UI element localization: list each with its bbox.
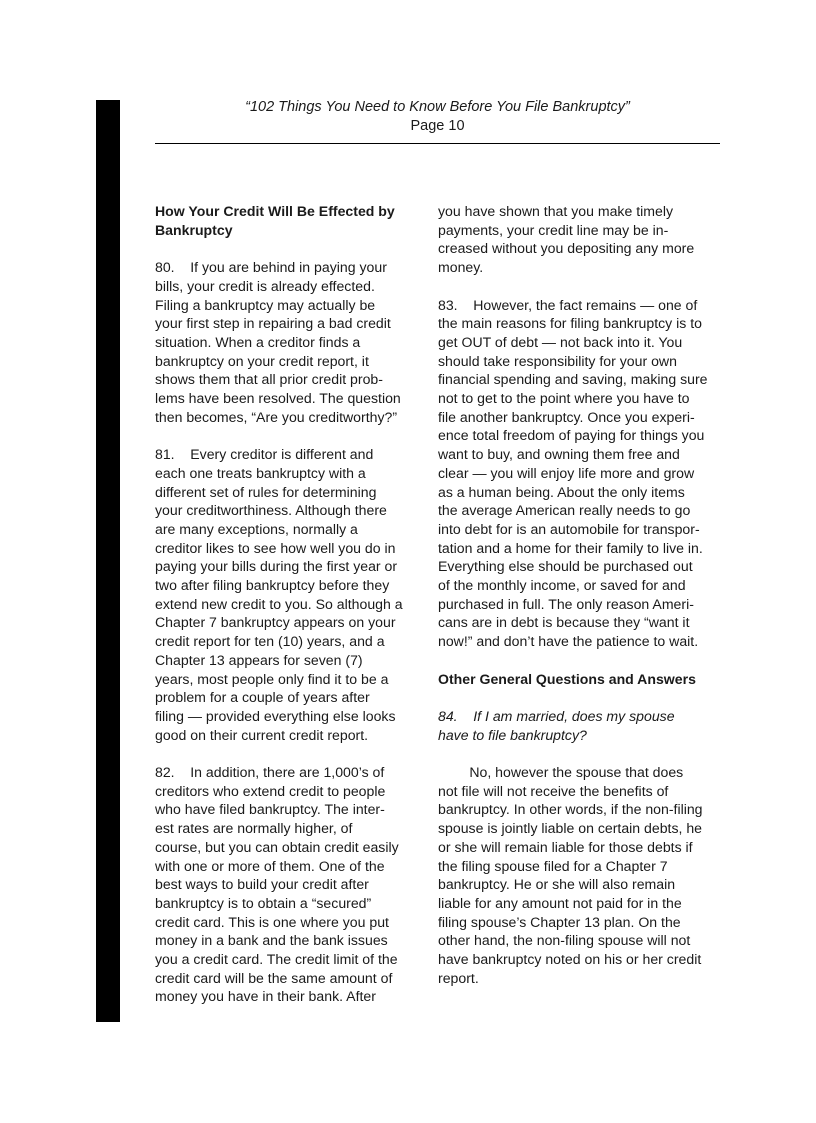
text-line: financial spending and saving, making sure (438, 371, 708, 388)
page-header (155, 98, 720, 136)
text-line: credit report for ten (10) years, and a (155, 633, 385, 650)
text-line: into debt for is an automobile for transpor- (438, 520, 700, 537)
text-line: with one or more of them. One of the (155, 857, 385, 874)
text-line: then becomes, “Are you creditworthy?” (155, 408, 398, 425)
text-line: the average American really needs to go (438, 502, 691, 519)
text-line: Everything else should be purchased out (438, 558, 693, 575)
text-line: report. (438, 969, 479, 986)
text-line: or she will remain liable for those debts if (438, 838, 693, 855)
text-line: tation and a home for their family to live in. (438, 539, 703, 556)
text-line: lems have been resolved. The question (155, 390, 401, 407)
text-line: No, however the spouse that does (438, 764, 684, 781)
text-line: clear — you will enjoy life more and grow (438, 464, 695, 481)
text-line: of the monthly income, or saved for and (438, 577, 686, 594)
book-title: “102 Things You Need to Know Before You File Bankruptcy” (245, 99, 630, 115)
text-line: bankruptcy is to obtain a “secured” (155, 894, 372, 911)
page-number: Page 10 (410, 118, 465, 134)
text-line: your first step in repairing a bad credit (155, 315, 391, 332)
text-line: creditors who extend credit to people (155, 782, 386, 799)
text-line: money you have in their bank. After (155, 988, 376, 1005)
text-line: creased without you depositing any more (438, 240, 695, 257)
text-line: as a human being. About the only items (438, 483, 685, 500)
text-line: bankruptcy. In other words, if the non-filing (438, 801, 703, 818)
paragraph-83 (438, 296, 722, 651)
text-line: shows them that all prior credit prob- (155, 371, 383, 388)
text-line: are many exceptions, normally a (155, 520, 358, 537)
text-line: good on their current credit report. (155, 726, 369, 743)
paragraph-82 (155, 763, 417, 1006)
text-line: spouse is jointly liable on certain debts, he (438, 820, 703, 837)
question-84 (438, 707, 722, 744)
text-line: years, most people only find it to be a (155, 670, 389, 687)
text-line: 83. However, the fact remains — one of (438, 296, 698, 313)
text-line: credit card. This is one where you put (155, 913, 389, 930)
right-column (438, 202, 722, 987)
text-line: Chapter 7 bankruptcy appears on your (155, 614, 396, 631)
text-line: you have shown that you make timely (438, 203, 674, 219)
text-line: bankruptcy. He or she will also remain (438, 876, 676, 893)
text-line: cans are in debt is because they “want it (438, 614, 690, 631)
text-line: 82. In addition, there are 1,000’s of (155, 764, 385, 781)
text-line: 80. If you are behind in paying your (155, 259, 387, 276)
text-line: want to buy, and owning them free and (438, 446, 680, 463)
text-line: credit card will be the same amount of (155, 969, 393, 986)
text-line: Filing a bankruptcy may actually be (155, 296, 376, 313)
text-line: money in a bank and the bank issues (155, 932, 388, 949)
text-line: payments, your credit line may be in- (438, 221, 669, 238)
text-line: paying your bills during the first year or (155, 558, 398, 575)
text-line: get OUT of debt — not back into it. You (438, 333, 683, 350)
left-column (155, 202, 417, 1006)
text-line: not file will not receive the benefits of (438, 782, 669, 799)
text-line: purchased in full. The only reason Ameri- (438, 595, 694, 612)
text-line: problem for a couple of years after (155, 689, 370, 706)
text-line: different set of rules for determining (155, 483, 377, 500)
paragraph-81 (155, 445, 417, 744)
heading-line: How Your Credit Will Be Effected by (155, 203, 395, 219)
text-line: course, but you can obtain credit easily (155, 838, 399, 855)
text-line: have bankruptcy noted on his or her credit (438, 951, 702, 968)
text-line: each one treats bankruptcy with a (155, 464, 366, 481)
text-line: not to get to the point where you have to (438, 390, 690, 407)
text-line: liable for any amount not paid for in the (438, 894, 682, 911)
text-line: situation. When a creditor finds a (155, 333, 361, 350)
text-line: money. (438, 259, 484, 276)
text-line: ence total freedom of paying for things you (438, 427, 705, 444)
text-line: file another bankruptcy. Once you experi- (438, 408, 695, 425)
text-line: now!” and don’t have the patience to wait. (438, 633, 699, 650)
text-line: est rates are normally higher, of (155, 820, 353, 837)
text-line: other hand, the non-filing spouse will not (438, 932, 691, 949)
text-line: best ways to build your credit after (155, 876, 369, 893)
text-line: 81. Every creditor is different and (155, 446, 374, 463)
text-line: filing — provided everything else looks (155, 707, 396, 724)
text-line: 84. If I am married, does my spouse (438, 707, 675, 724)
text-line: the main reasons for filing bankruptcy is to (438, 315, 702, 332)
text-line: have to file bankruptcy? (438, 726, 587, 743)
text-line: filing spouse’s Chapter 13 plan. On the (438, 913, 681, 930)
paragraph-80 (155, 258, 417, 426)
text-line: should take responsibility for your own (438, 352, 677, 369)
header-rule (155, 143, 720, 144)
text-line: Chapter 13 appears for seven (7) (155, 651, 363, 668)
text-line: your creditworthiness. Although there (155, 502, 387, 519)
text-line: two after filing bankruptcy before they (155, 577, 390, 594)
text-line: who have filed bankruptcy. The inter- (155, 801, 385, 818)
text-line: extend new credit to you. So although a (155, 595, 403, 612)
text-line: you a credit card. The credit limit of the (155, 951, 398, 968)
text-line: the filing spouse filed for a Chapter 7 (438, 857, 668, 874)
answer-84 (438, 763, 722, 987)
text-line: bankruptcy on your credit report, it (155, 352, 369, 369)
paragraph-82-continued (438, 202, 722, 277)
text-line: bills, your credit is already effected. (155, 277, 375, 294)
section-heading-credit (155, 202, 417, 239)
binding-bar (96, 100, 120, 1022)
text-line: creditor likes to see how well you do in (155, 539, 396, 556)
section-heading-general: Other General Questions and Answers (438, 670, 696, 687)
heading-line: Bankruptcy (155, 221, 233, 238)
